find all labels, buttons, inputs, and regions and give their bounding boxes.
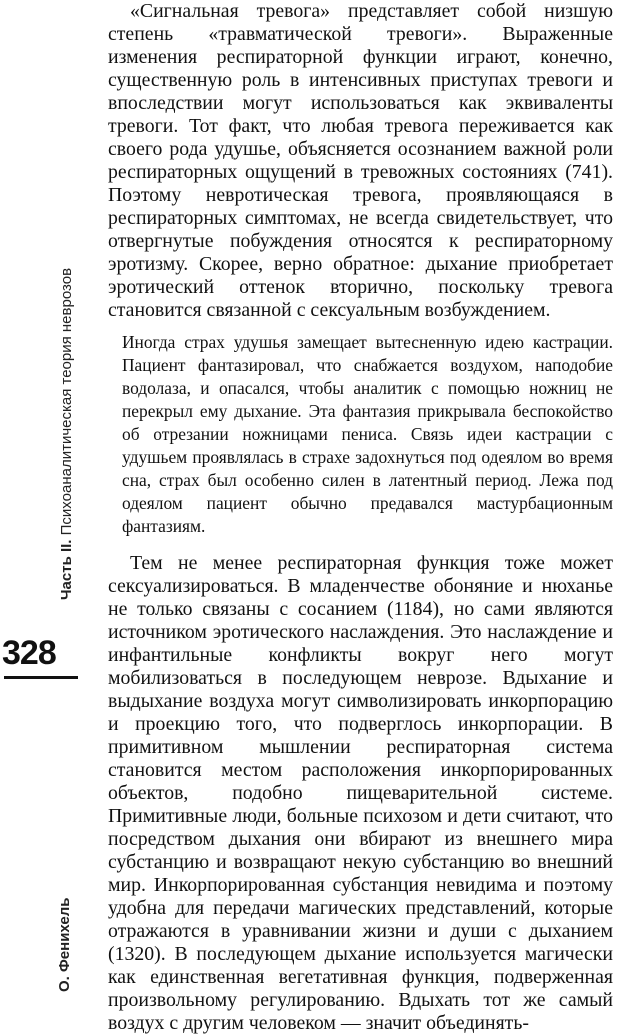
running-header-author: О. Фенихель	[56, 897, 73, 992]
paragraph-signal-anxiety: «Сигнальная тревога» представляет собой низшую степень «травматической тревоги». Выраженные изменения респираторной функции играют, конечно, существенную роль в интенсивных приступах тревоги и впоследствии могут использоваться как эквиваленты тревоги. Тот факт, что любая тревога переживается как своего рода удушье, объясняется осознанием важной роли респираторных ощущений в тревожных состояниях (741). Поэтому невротическая тревога, проявляющаяся в респираторных симптомах, не всегда свидетельствует, что отвергнутые побуждения относятся к респираторному эротизму. Скорее, верно обратное: дыхание приобретает эротический оттенок вторично, поскольку тревога становится связанной с сексуальным возбуждением.	[108, 0, 613, 321]
part-label: Часть II.	[58, 539, 75, 600]
running-header-part	[58, 268, 75, 600]
case-example-quote: Иногда страх удушья замещает вытесненную идею кастрации. Пациент фантазировал, что снабжается воздухом, наподобие водолаза, и опасался, чтобы аналитик с помощью ножниц не перекрыл ему дыхание. Эта фантазия прикрывала беспокойство об отрезании ножницами пениса. Связь идеи кастрации с удушьем проявлялась в страхе задохнуться под одеялом во время сна, страх был особенно силен в латентный период. Лежа под одеялом пациент обычно предавался мастурбационным фантазиям.	[122, 332, 613, 536]
page-number-rule	[4, 676, 78, 679]
page-margin	[0, 0, 82, 996]
page-body	[108, 0, 613, 1035]
page-number: 328	[2, 634, 56, 672]
part-title: Психоаналитическая теория неврозов	[58, 267, 75, 536]
paragraph-respiratory-sexualization: Тем не менее респираторная функция тоже может сексуализироваться. В младенчестве обоняние и нюханье не только связаны с сосанием (1184), но сами являются источником эротического наслаждения. Это наслаждение и инфантильные конфликты вокруг него могут мобилизоваться в последующем неврозе. Вдыхание и выдыхание воздуха могут символизировать инкорпорацию и проекцию того, что подверглось инкорпорации. В примитивном мышлении респираторная система становится местом расположения инкорпорированных объектов, подобно пищеварительной системе. Примитивные люди, больные психозом и дети считают, что посредством дыхания они вбирают из внешнего мира субстанцию и возвращают некую субстанцию во внешний мир. Инкорпорированная субстанция невидима и поэтому удобна для передачи магических представлений, которые отражаются в уравнивании жизни и души с дыханием (1320). В последующем дыхание используется магически как единственная вегетативная функция, подверженная произвольному регулированию. Вдыхать тот же самый воздух с другим человеком — значит объединять-	[108, 552, 613, 1034]
